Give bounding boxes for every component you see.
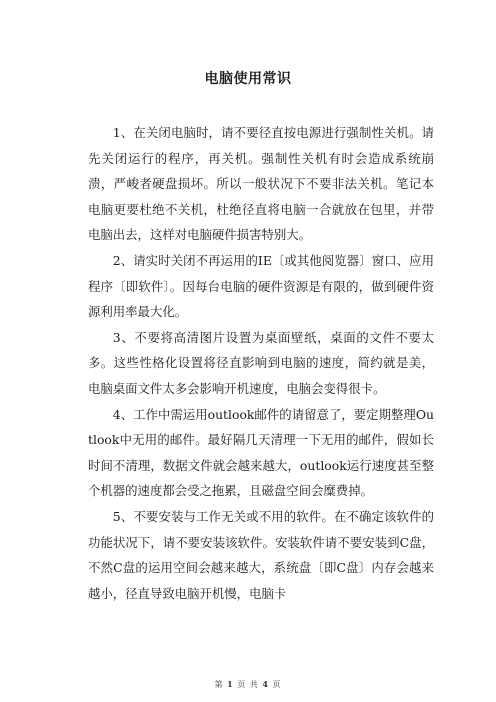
paragraph-3: 3、不要将高清图片设置为桌面壁纸，桌面的文件不要太多。这些性格化设置将径直影响到电脑的速度，简约就是美，电脑桌面文件太多会影响开机速度，电脑会变得很卡。 xyxy=(88,329,434,396)
footer-page-number: 1 xyxy=(227,679,234,689)
page-footer xyxy=(0,679,496,690)
document-title: 电脑使用常识 xyxy=(204,71,292,87)
paragraph-1: 1、在关闭电脑时，请不要径直按电源进行强制性关机。请先关闭运行的程序，再关机。强制性关机有时会造成系统崩溃，严峻者硬盘损坏。所以一般状况下不要非法关机。笔记本电脑更要杜绝不关机，杜绝径直将电脑一合就放在包里，并带电脑出去，这样对电脑硬件损害特别大。 xyxy=(88,125,434,243)
document-body xyxy=(88,120,434,606)
paragraph-5: 5、不要安装与工作无关或不用的软件。在不确定该软件的功能状况下，请不要安装该软件。安装软件请不要安装到C盘，不然C盘的运用空间会越来越大，系统盘〔即C盘〕内存会越来越小，径直导致电脑开机慢，电脑卡 xyxy=(88,508,434,601)
footer-middle: 页 共 xyxy=(237,680,259,689)
paragraph-4: 4、工作中需运用outlook邮件的请留意了，要定期整理Outlook中无用的邮件。最好隔几天清理一下无用的邮件，假如长时间不清理，数据文件就会越来越大，outlook运行速度甚至整个机器的速度都会受之拖累，且磁盘空间会糜费掉。 xyxy=(88,406,434,499)
paragraph-2: 2、请实时关闭不再运用的IE〔或其他阅览器〕窗口、应用程序〔即软件〕。因每台电脑的硬件资源是有限的，做到硬件资源利用率最大化。 xyxy=(88,252,434,320)
footer-suffix: 页 xyxy=(272,680,282,689)
footer-total-pages: 4 xyxy=(262,679,269,689)
footer-prefix: 第 xyxy=(214,680,224,689)
